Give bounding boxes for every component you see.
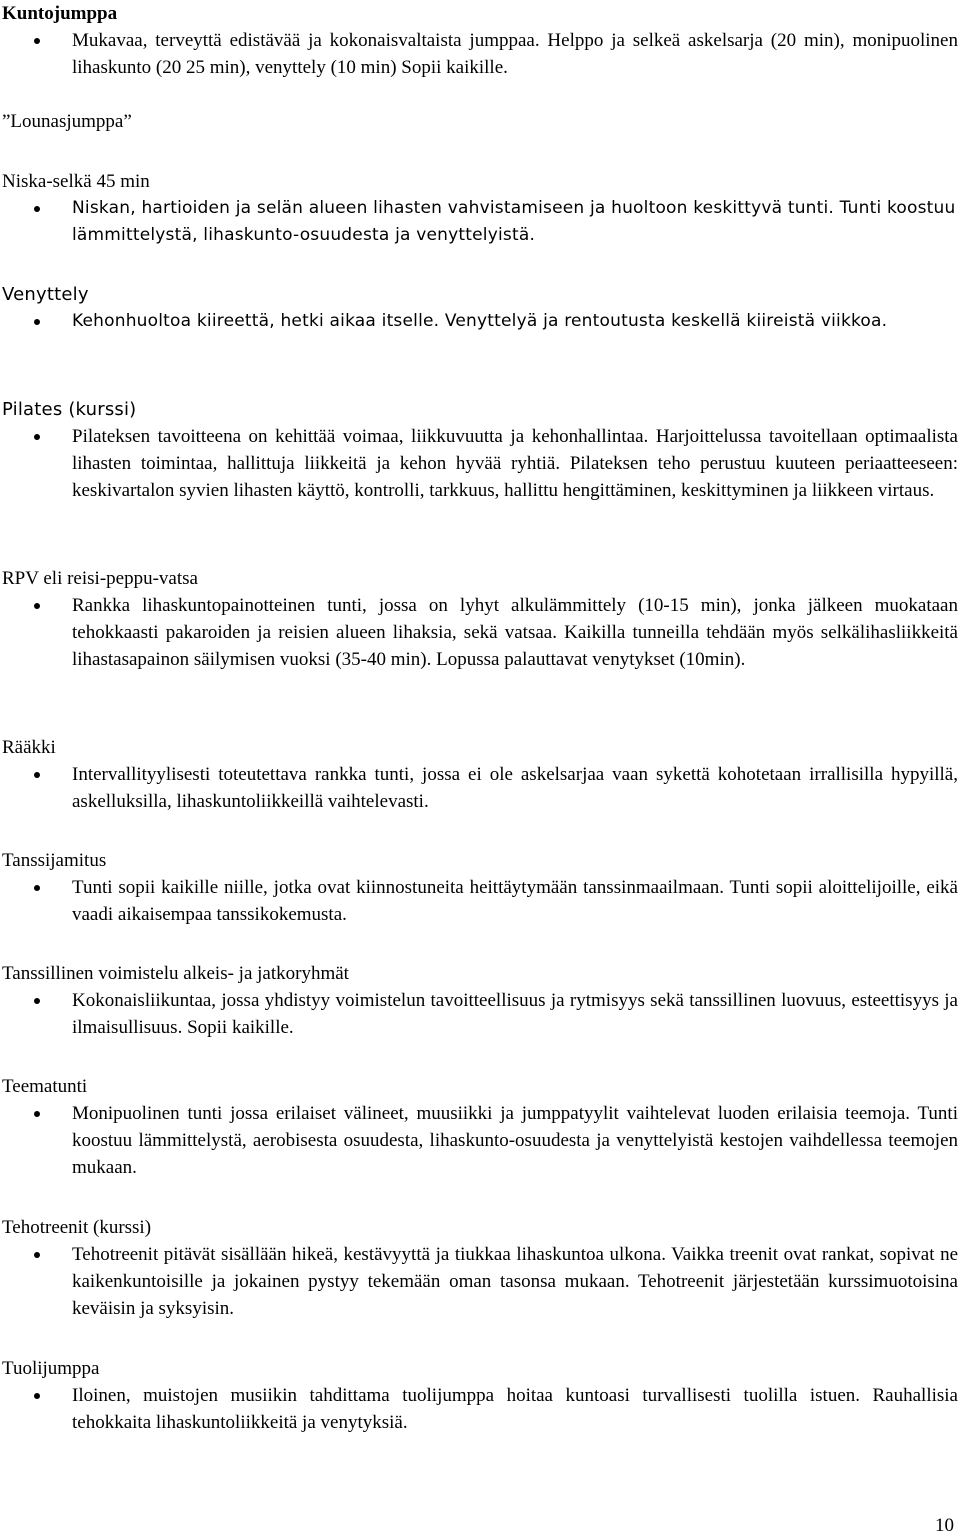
section-title: Tuolijumppa (2, 1358, 100, 1379)
section-text: Mukavaa, terveyttä edistävää ja kokonaisvaltaista jumppaa. Helppo ja selkeä askelsarja (20 min), monipuolinen lihaskunto (20 25 min), venyttely (10 min) Sopii kaikille. (72, 30, 958, 78)
list-item (0, 308, 958, 335)
list-item (0, 1382, 958, 1436)
section-title: ”Lounasjumppa” (2, 111, 132, 132)
section-teematunti (0, 1073, 960, 1181)
section-lounasjumppa (0, 108, 960, 135)
section-kuntojumppa (0, 0, 960, 81)
list-item (0, 1241, 958, 1322)
section-text: Kokonaisliikuntaa, jossa yhdistyy voimistelun tavoitteellisuus ja rytmisyys sekä tanssillinen luovuus, esteettisyys ja ilmaisullisuus. Sopii kaikille. (72, 990, 958, 1038)
list-item (0, 195, 958, 249)
bullet-icon (34, 434, 40, 440)
list-item (0, 1100, 958, 1181)
bullet-icon (34, 206, 40, 212)
list-item (0, 987, 958, 1041)
section-title: Tanssillinen voimistelu alkeis- ja jatkoryhmät (2, 963, 349, 984)
section-title: Teematunti (2, 1076, 88, 1097)
section-title: Tehotreenit (kurssi) (2, 1217, 152, 1238)
section-text: Niskan, hartioiden ja selän alueen lihasten vahvistamiseen ja huoltoon keskittyvä tunti. Tunti koostuu lämmittelystä, lihaskunto-osuudesta ja venyttelyistä. (72, 198, 956, 245)
section-text: Monipuolinen tunti jossa erilaiset välineet, muusiikki ja jumppatyylit vaihtelevat luoden erilaisia teemoja. Tunti koostuu lämmittelystä, aerobisesta osuudesta, lihaskunto-osuudesta ja venyttelyistä kestojen vaihdellessa teemojen mukaan. (72, 1103, 958, 1178)
list-item (0, 27, 958, 81)
section-title: Kuntojumppa (2, 3, 118, 24)
list-item (0, 874, 958, 928)
section-text: Tehotreenit pitävät sisällään hikeä, kestävyyttä ja tiukkaa lihaskuntoa ulkona. Vaikka treenit ovat rankat, sopivat ne kaikenkuntoisille ja jokainen pystyy tekemään oman tasonsa mukaan. Tehotreenit järjestetään kurssimuotoisina keväisin ja syksyisin. (72, 1244, 958, 1319)
section-text: Iloinen, muistojen musiikin tahdittama tuolijumppa hoitaa kuntoasi turvallisesti tuolilla istuen. Rauhallisia tehokkaita lihaskuntoliikkeitä ja venytyksiä. (72, 1385, 958, 1433)
bullet-icon (34, 1252, 40, 1258)
section-pilates (0, 396, 960, 504)
bullet-icon (34, 603, 40, 609)
section-text: Pilateksen tavoitteena on kehittää voimaa, liikkuvuutta ja kehonhallintaa. Harjoittelussa tavoitellaan optimaalista lihasten toimintaa, hallittuja liikkeitä ja kehon hyvää ryhtiä. Pilateksen teho perustuu kuuteen periaatteeseen: keskivartalon syvien lihasten käyttö, kontrolli, tarkkuus, hallittu hengittäminen, keskittyminen ja liikkeen virtaus. (72, 426, 958, 501)
bullet-icon (34, 885, 40, 891)
section-title: RPV eli reisi-peppu-vatsa (2, 568, 198, 589)
section-tanssillinen-voimistelu (0, 960, 960, 1041)
section-tanssijamitus (0, 847, 960, 928)
section-raakki (0, 734, 960, 815)
section-rpv (0, 565, 960, 673)
bullet-icon (34, 998, 40, 1004)
section-tuolijumppa (0, 1355, 960, 1436)
section-venyttely (0, 281, 960, 335)
section-title: Tanssijamitus (2, 850, 107, 871)
bullet-icon (34, 1111, 40, 1117)
section-text: Tunti sopii kaikille niille, jotka ovat kiinnostuneita heittäytymään tanssinmaailmaan. Tunti sopii aloittelijoille, eikä vaadi aikaisempaa tanssikokemusta. (72, 877, 958, 925)
section-title: Pilates (kurssi) (2, 399, 137, 420)
section-text: Intervallityylisesti toteutettava rankka tunti, jossa ei ole askelsarjaa vaan sykettä kohotetaan irrallisilla hypyillä, askelluksilla, lihaskuntoliikkeillä vaihtelevasti. (72, 764, 958, 812)
list-item (0, 592, 958, 673)
bullet-icon (34, 1393, 40, 1399)
bullet-icon (34, 772, 40, 778)
section-title: Rääkki (2, 737, 56, 758)
list-item (0, 423, 958, 504)
section-title: Venyttely (2, 284, 89, 305)
section-text: Kehonhuoltoa kiireettä, hetki aikaa itselle. Venyttelyä ja rentoutusta keskellä kiireistä viikkoa. (72, 311, 888, 331)
page-number: 10 (935, 1515, 954, 1536)
bullet-icon (34, 319, 40, 325)
section-text: Rankka lihaskuntopainotteinen tunti, jossa on lyhyt alkulämmittely (10-15 min), jonka jälkeen muokataan tehokkaasti pakaroiden ja reisien alueen lihaksia, sekä vatsaa. Kaikilla tunneilla tehdään myös selkälihasliikkeitä lihastasapainon säilymisen vuoksi (35-40 min). Lopussa palauttavat venytykset (10min). (72, 595, 958, 670)
section-niska-selka (0, 168, 960, 249)
section-tehotreenit (0, 1214, 960, 1322)
list-item (0, 761, 958, 815)
section-title: Niska-selkä 45 min (2, 171, 150, 192)
bullet-icon (34, 38, 40, 44)
